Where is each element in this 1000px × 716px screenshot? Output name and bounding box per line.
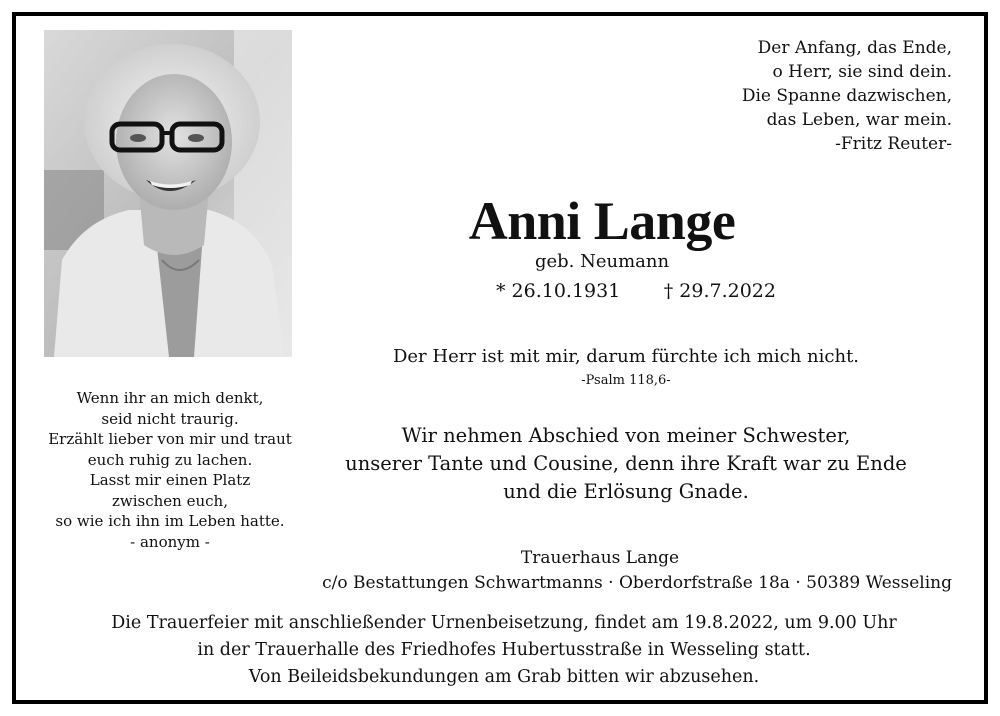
funeral-line: Von Beileidsbekundungen am Grab bitten wir abzusehen. [248,667,760,687]
poem-line: Wenn ihr an mich denkt, [76,389,264,407]
funeral-home-address: c/o Bestattungen Schwartmanns · Oberdorfstraße 18a · 50389 Wesseling [322,573,952,593]
quote-line: das Leben, war mein. [766,110,952,130]
farewell-line: und die Erlösung Gnade. [503,480,749,503]
poem-line: zwischen euch, [112,491,228,510]
funeral-line: in der Trauerhalle des Friedhofes Hubertusstraße in Wesseling statt. [197,640,811,660]
quote-line: Die Spanne dazwischen, [741,86,952,106]
poem-author: - anonym - [130,532,210,551]
quote-line: Der Anfang, das Ende, [757,38,952,58]
funeral-details [46,610,962,691]
maiden-name: geb. Neumann [534,251,670,272]
psalm-reference: -Psalm 118,6- [581,373,671,388]
life-dates [476,278,796,304]
funeral-line: Die Trauerfeier mit anschließender Urnenbeisetzung, findet am 19.8.2022, um 9.00 Uhr [111,613,897,633]
portrait-photo [44,30,292,357]
poem-line: seid nicht traurig. [101,409,239,428]
deceased-name: Anni Lange [468,191,736,251]
mourning-house: Trauerhaus Lange [520,548,680,568]
memorial-poem [36,388,304,552]
poem-line: Erzählt lieber von mir und traut [48,430,292,448]
quote-author: -Fritz Reuter- [835,134,952,154]
mourners-address [306,546,952,596]
poem-line: Lasst mir einen Platz [89,471,251,489]
farewell-line: unserer Tante und Cousine, denn ihre Kraft war zu Ende [345,452,907,475]
farewell-line: Wir nehmen Abschied von meiner Schwester, [401,424,851,447]
poem-line: so wie ich ihn im Leben hatte. [55,512,285,530]
death-date: † 29.7.2022 [663,280,776,302]
psalm-verse: Der Herr ist mit mir, darum fürchte ich mich nicht. [392,346,860,367]
quote-line: o Herr, sie sind dein. [772,62,952,82]
birth-date: * 26.10.1931 [496,280,621,302]
poem-line: euch ruhig zu lachen. [87,450,253,469]
reuter-quote [742,36,952,156]
obituary-notice [12,12,988,704]
farewell-text [326,422,926,506]
